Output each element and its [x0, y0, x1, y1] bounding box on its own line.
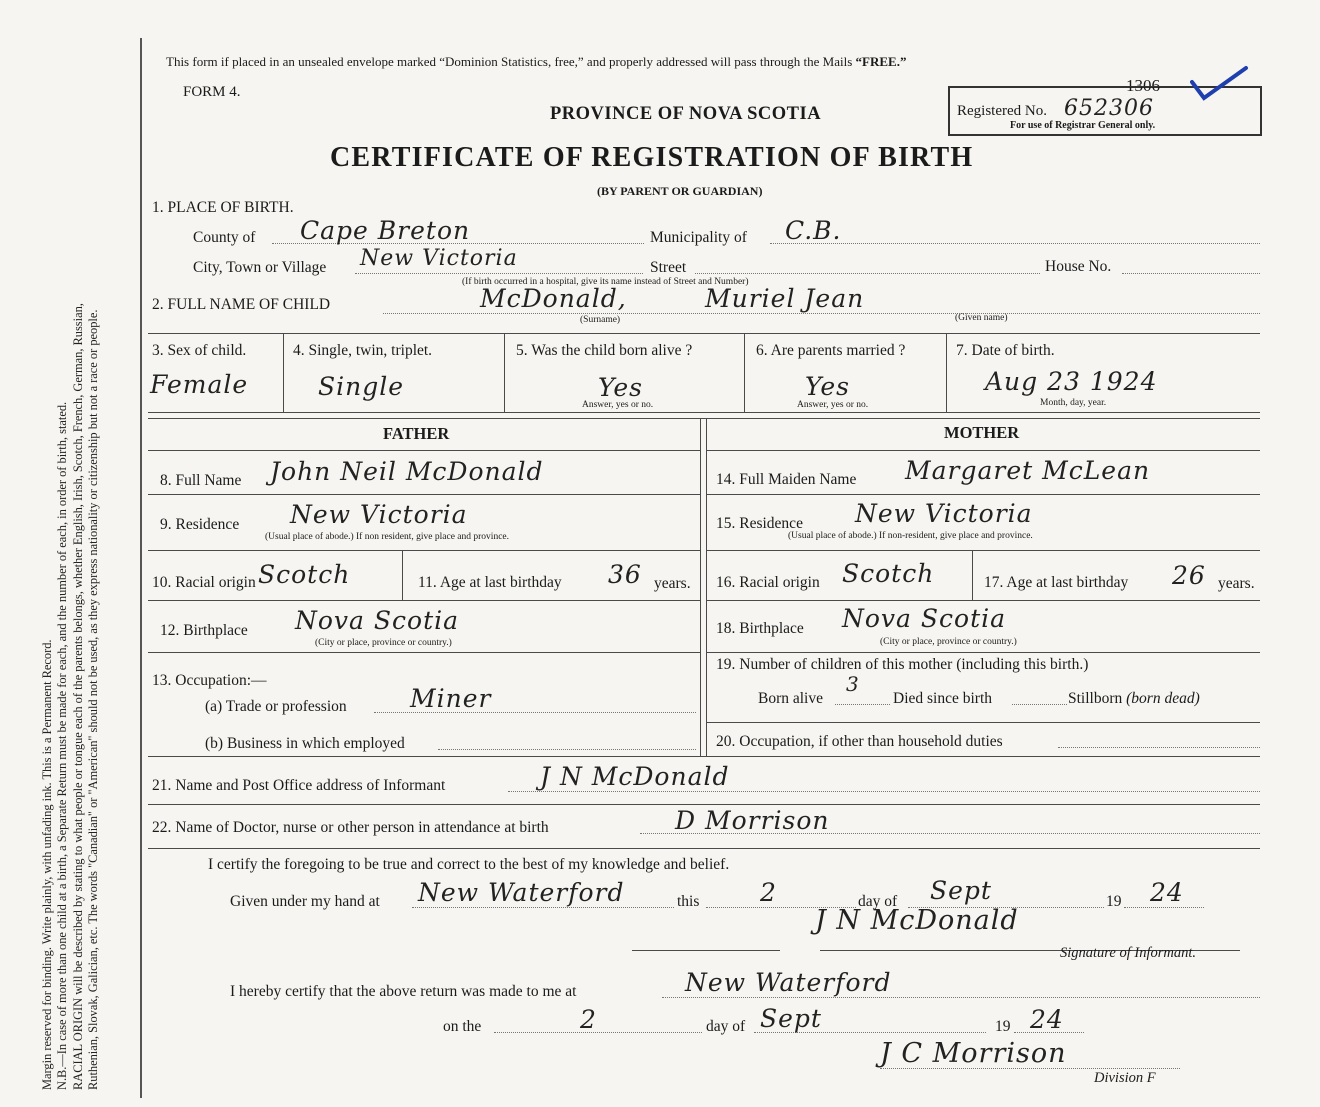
plurality-label: 4. Single, twin, triplet. [293, 342, 433, 359]
mother-residence-label: 15. Residence [716, 515, 803, 532]
parents-married-value: Yes [805, 372, 850, 401]
divider [148, 600, 700, 601]
page-title: CERTIFICATE OF REGISTRATION OF BIRTH [330, 142, 974, 173]
born-alive-label: 5. Was the child born alive ? [516, 342, 693, 359]
registrar-year-prefix: 19 [995, 1018, 1011, 1035]
margin-note-line: RACIAL ORIGIN will be described by stating to what people or tongue each of the parents belongs, whether English, Irish, Scotch, French, German, Russian, [70, 303, 85, 1090]
informant-value: J N McDonald [540, 762, 730, 791]
registered-struck-number: 1306 [1126, 76, 1160, 95]
mother-residence-caption: (Usual place of abode.) If non-resident, give place and province. [788, 531, 1033, 541]
mother-racial-label: 16. Racial origin [716, 574, 820, 591]
father-heading: FATHER [383, 424, 450, 443]
father-occupation-label: 13. Occupation:— [152, 672, 267, 689]
born-alive-count-line [835, 704, 890, 705]
margin-note-line: Margin reserved for binding. Write plainly, with unfading ink. This is a Permanent Record. [40, 639, 54, 1090]
mother-occupation-line [1058, 747, 1260, 748]
registrar-place-value: New Waterford [685, 968, 892, 997]
mother-occupation-label: 20. Occupation, if other than household duties [716, 733, 1003, 750]
column-divider [972, 550, 973, 600]
child-given-name: Muriel Jean [705, 284, 865, 313]
year-line [1124, 907, 1204, 908]
registered-label: Registered No. [957, 103, 1047, 119]
registrar-signature-line [880, 1068, 1180, 1069]
father-years-label: years. [654, 575, 691, 592]
city-label: City, Town or Village [193, 259, 327, 276]
mother-name-label: 14. Full Maiden Name [716, 471, 857, 488]
registrar-day-line [494, 1032, 702, 1033]
divider [706, 600, 1260, 601]
father-birthplace-value: Nova Scotia [295, 606, 460, 635]
informant-line [508, 791, 1260, 792]
father-birthplace-label: 12. Birthplace [160, 622, 248, 639]
business-line [438, 749, 696, 750]
mother-racial-value: Scotch [842, 559, 935, 588]
divider [706, 450, 1260, 451]
date-of-birth-label: 7. Date of birth. [956, 342, 1055, 359]
house-number-label: House No. [1045, 258, 1112, 275]
municipality-value: C.B. [785, 216, 842, 245]
informant-label: 21. Name and Post Office address of Informant [152, 777, 446, 794]
mother-birthplace-caption: (City or place, province or country.) [880, 637, 1017, 647]
municipality-line [770, 243, 1260, 244]
father-age-label: 11. Age at last birthday [418, 574, 562, 591]
father-residence-value: New Victoria [290, 500, 468, 529]
father-age-value: 36 [608, 560, 642, 589]
father-residence-label: 9. Residence [160, 516, 240, 533]
parents-married-caption: Answer, yes or no. [797, 400, 869, 410]
registrar-day: 2 [580, 1005, 597, 1034]
place-of-birth-label: 1. PLACE OF BIRTH. [152, 199, 294, 216]
margin-note-line: N.B.—In case of more than one child at a birth, a Separate Return must be made for each, and the number of each, in order of birth, stated. [55, 401, 70, 1090]
mother-birthplace-value: Nova Scotia [842, 604, 1007, 633]
division-label: Division F [1094, 1070, 1156, 1086]
mother-name-value: Margaret McLean [905, 456, 1151, 485]
divider [706, 550, 1260, 551]
divider [148, 494, 700, 495]
doctor-value: D Morrison [675, 806, 830, 835]
child-name-line [383, 313, 1260, 314]
divider [148, 756, 1260, 757]
signature-caption: Signature of Informant. [1060, 945, 1197, 961]
signature-line [632, 950, 780, 951]
city-value: New Victoria [360, 246, 518, 271]
province-heading: PROVINCE OF NOVA SCOTIA [550, 104, 822, 124]
sex-value: Female [150, 370, 249, 399]
center-divider [706, 418, 707, 756]
mother-years-label: years. [1218, 575, 1255, 592]
died-since-birth-label: Died since birth [893, 690, 993, 707]
born-alive-caption: Answer, yes or no. [582, 400, 654, 410]
registrar-month: Sept [760, 1004, 822, 1033]
mother-residence-value: New Victoria [855, 499, 1033, 528]
divider [148, 418, 1260, 419]
on-the-label: on the [443, 1018, 482, 1035]
divider [148, 652, 700, 653]
registrar-signature: J C Morrison [880, 1038, 1067, 1069]
mail-notice: This form if placed in an unsealed envelope marked “Dominion Statistics, free,” and properly addressed will pass through the Mails “FREE.” [166, 54, 907, 69]
father-name-value: John Neil McDonald [270, 457, 544, 486]
margin-note-line: Ruthenian, Slovak, Galician, etc. The words "Canadian" or "American" should not be used, as they express nationality or citizenship but not a race or people. [85, 309, 100, 1090]
given-place-value: New Waterford [418, 878, 625, 907]
hospital-note: (If birth occurred in a hospital, give its name instead of Street and Number) [462, 277, 749, 287]
business-label: (b) Business in which employed [205, 735, 405, 752]
given-under-hand-label: Given under my hand at [230, 893, 380, 910]
column-divider [946, 333, 947, 412]
column-divider [283, 333, 284, 412]
registrar-place-line [662, 997, 1260, 998]
father-name-label: 8. Full Name [160, 472, 242, 489]
divider [148, 848, 1260, 849]
certify-year: 24 [1150, 878, 1184, 907]
date-of-birth-caption: Month, day, year. [1040, 398, 1107, 408]
checkmark-icon [1190, 64, 1250, 104]
column-divider [504, 333, 505, 412]
strike-line [1122, 86, 1172, 87]
stillborn-label: Stillborn (born dead) [1068, 690, 1200, 707]
day-of-label: day of [858, 893, 898, 910]
divider [148, 550, 700, 551]
trade-label: (a) Trade or profession [205, 698, 347, 715]
this-label: this [677, 893, 700, 910]
divider [706, 652, 1260, 653]
year-prefix: 19 [1106, 893, 1122, 910]
mother-age-label: 17. Age at last birthday [984, 574, 1129, 591]
children-label: 19. Number of children of this mother (including this birth.) [716, 656, 1089, 673]
trade-value: Miner [410, 684, 492, 713]
divider [148, 333, 1260, 334]
given-place-line [412, 907, 674, 908]
registrar-note: For use of Registrar General only. [1010, 120, 1156, 131]
registrar-year: 24 [1030, 1005, 1064, 1034]
sex-label: 3. Sex of child. [152, 342, 247, 359]
street-line [695, 273, 1040, 274]
city-line [355, 273, 643, 274]
center-divider [700, 418, 701, 756]
certify-month: Sept [930, 876, 992, 905]
doctor-label: 22. Name of Doctor, nurse or other person in attendance at birth [152, 819, 549, 836]
child-name-label: 2. FULL NAME OF CHILD [152, 296, 331, 313]
form-number: FORM 4. [183, 84, 241, 100]
registered-number: 652306 [1064, 96, 1154, 121]
date-of-birth-value: Aug 23 1924 [985, 367, 1158, 396]
divider [148, 804, 1260, 805]
born-alive-count-label: Born alive [758, 690, 823, 707]
born-alive-count: 3 [846, 672, 860, 696]
father-racial-label: 10. Racial origin [152, 574, 256, 591]
died-since-birth-line [1012, 704, 1067, 705]
municipality-label: Municipality of [650, 229, 747, 246]
divider [148, 450, 700, 451]
registrar-day-of-label: day of [706, 1018, 746, 1035]
house-number-line [1122, 273, 1260, 274]
born-alive-value: Yes [598, 373, 643, 402]
certify-statement: I certify the foregoing to be true and correct to the best of my knowledge and belief. [208, 856, 730, 873]
mother-birthplace-label: 18. Birthplace [716, 620, 804, 637]
margin-rule [140, 38, 142, 1098]
registrar-statement: I hereby certify that the above return was made to me at [230, 983, 577, 1000]
column-divider [402, 550, 403, 600]
divider [706, 494, 1260, 495]
surname-caption: (Surname) [580, 315, 621, 325]
divider [148, 412, 1260, 413]
mother-heading: MOTHER [944, 423, 1020, 442]
column-divider [744, 333, 745, 412]
certify-day: 2 [760, 878, 777, 907]
plurality-value: Single [318, 372, 405, 401]
margin-instructions [40, 30, 101, 1090]
street-label: Street [650, 259, 687, 276]
informant-signature: J N McDonald [815, 905, 1019, 936]
county-label: County of [193, 229, 256, 246]
given-name-caption: (Given name) [955, 313, 1008, 323]
father-racial-value: Scotch [258, 560, 351, 589]
father-birthplace-caption: (City or place, province or country.) [315, 638, 452, 648]
divider [706, 722, 1260, 723]
parents-married-label: 6. Are parents married ? [756, 342, 906, 359]
page-subtitle: (BY PARENT OR GUARDIAN) [597, 184, 763, 198]
child-surname: McDonald, [480, 284, 627, 313]
father-residence-caption: (Usual place of abode.) If non resident, give place and province. [265, 532, 509, 542]
county-value: Cape Breton [300, 216, 471, 245]
mother-age-value: 26 [1172, 561, 1206, 590]
